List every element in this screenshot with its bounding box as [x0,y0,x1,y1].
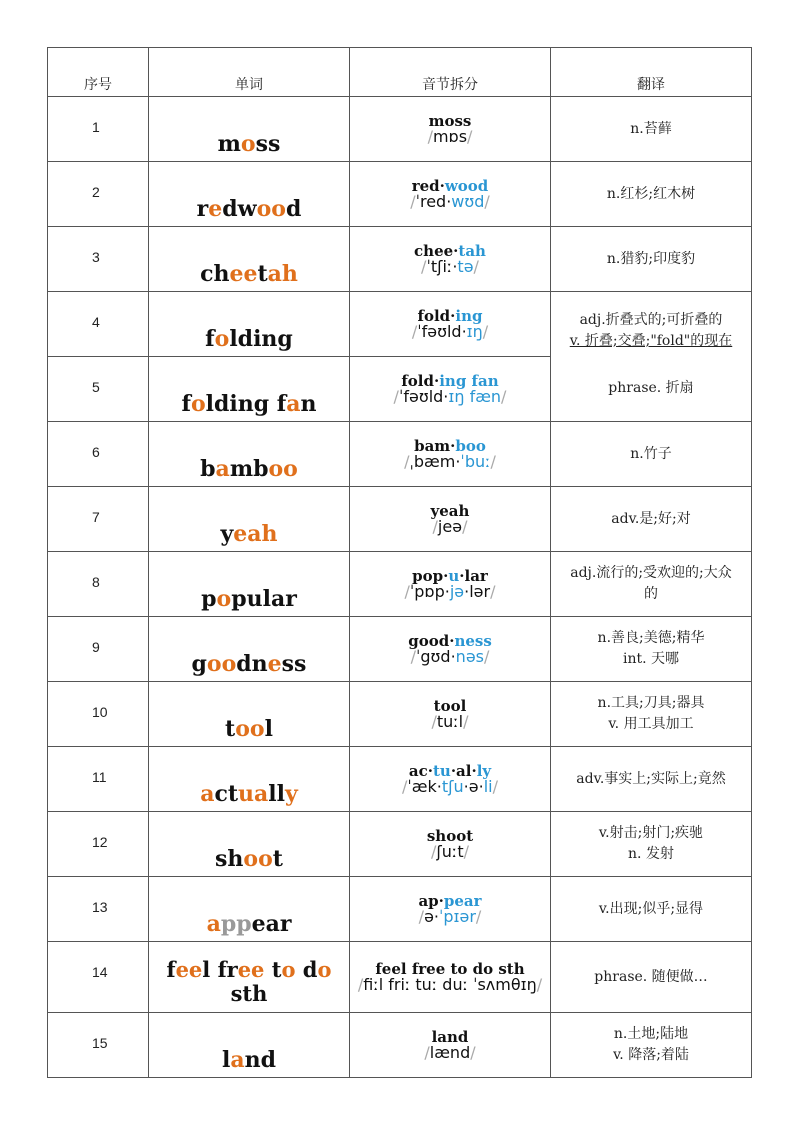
translation-line: n.土地;陆地 [613,1026,689,1042]
vocab-word [149,487,350,552]
phonetic-segment: ˈbuː [460,452,491,471]
syllable-split [350,422,551,487]
phonetic-slash: / [431,712,437,731]
table-row [48,487,752,552]
phonetic-segment: ˈtʃiː [426,257,453,276]
row-number: 14 [48,942,149,1013]
syllable-segment: · [427,762,433,780]
phonetic-segment: · [450,647,456,666]
translation [551,617,752,682]
translation [551,552,752,617]
translation-line: adj.流行的;受欢迎的;大众 [570,565,732,581]
row-number: 10 [48,682,149,747]
word-segment: p [201,586,217,612]
row-number: 15 [48,1013,149,1078]
word-segment: m [217,131,241,157]
word-segment: o [317,957,332,982]
word-segment: ss [255,131,281,157]
word-segment: o [214,326,230,352]
word-segment: ll [268,781,285,807]
syllable-segment: moss [428,112,472,130]
translation-line: n.猎豹;印度豹 [606,250,696,267]
syllable-segment: ing fan [439,372,499,390]
syllable-segment: red [411,177,440,195]
table-row [48,227,752,292]
word-segment: f [181,391,191,417]
phonetic-segment: ˈæk [407,777,437,796]
vocab-word [149,162,350,227]
word-segment: mb [229,456,269,482]
phonetic-slash: / [492,777,498,796]
table-row [48,97,752,162]
syllable-segment: · [450,307,456,325]
phonetic-segment: fiːl friː tuː duː ˈsʌmθɪŋ [363,975,537,994]
word-segment: pp [220,911,252,937]
translation [551,227,752,292]
syllable-segment: ing [455,307,483,325]
vocab-word [149,292,350,357]
translation-line: n.善良;美德;精华 [597,630,705,646]
phonetic [350,389,550,404]
phonetic-segment: · [464,582,470,601]
syllable-segment: · [439,177,445,195]
translation [551,97,752,162]
syllable-segment: lar [464,567,488,585]
table-row [48,942,752,1013]
word-segment: oo [256,196,286,222]
phonetic-segment: tə [457,257,474,276]
word-segment: l fr [202,957,238,982]
word-segment: y [285,781,298,807]
vocab-word [149,552,350,617]
syllable-segment: fold [417,307,451,325]
word-segment: t [225,716,236,742]
header-number: 序号 [48,48,149,97]
phonetic-slash: / [473,257,479,276]
phonetic-segment: ˌbæm [409,452,456,471]
word-segment: ee [229,261,258,287]
word-segment: n [300,391,317,417]
row-number: 1 [48,97,149,162]
phonetic-segment: ə [424,907,434,926]
row-number: 12 [48,812,149,877]
translation-line: v. 折叠;交叠;"fold"的现在 [569,333,733,349]
syllable-segment: al [456,762,472,780]
row-number: 9 [48,617,149,682]
phonetic-segment: tuːl [436,712,464,731]
word-segment: ee [237,957,265,982]
phonetic-segment: · [446,192,452,211]
syllable-segment: · [450,762,457,780]
syllable-segment: tah [458,242,486,260]
phonetic-slash: / [357,975,364,994]
phonetic-slash: / [470,1043,476,1062]
syllable-segment: · [471,762,477,780]
vocab-word [149,227,350,292]
row-number: 5 [48,357,149,422]
phonetic [350,194,550,209]
word-segment: o [190,391,206,417]
syllable-segment: yeah [430,502,470,520]
phonetic-slash: / [418,907,425,926]
syllable-segment: bam [414,437,451,455]
word-segment: y [220,521,234,547]
translation [551,487,752,552]
syllable-segment: · [438,892,444,910]
table-row [48,292,752,357]
table-row [48,812,752,877]
row-number: 2 [48,162,149,227]
phonetic-segment: jə [449,582,465,601]
word-segment: eah [233,521,278,547]
word-segment: ear [251,911,292,937]
syllable-segment: pear [443,892,482,910]
syllable-split [350,552,551,617]
word-segment: b [200,456,216,482]
word-segment: t [264,957,282,982]
row-number: 6 [48,422,149,487]
phonetic [350,909,550,924]
phonetic-slash: / [484,647,490,666]
word-segment: ch [200,261,230,287]
phonetic-slash: / [501,387,507,406]
phonetic [350,519,550,534]
syllable-segment: u [448,567,460,585]
phonetic-segment: · [455,452,461,471]
translation [551,1013,752,1078]
syllable-segment: ac [408,762,428,780]
phonetic-slash: / [432,517,438,536]
phonetic-slash: / [431,842,437,861]
syllable-split [350,617,551,682]
vocab-word [149,682,350,747]
syllable-segment: ly [476,762,492,780]
phonetic-segment: ɪŋ [466,322,483,341]
syllable-segment: feel free to do sth [375,960,525,978]
translation-line: v.射击;射门;疾驰 [598,825,704,841]
table-row [48,162,752,227]
translation-line: n.工具;刀具;器具 [597,695,705,711]
word-segment: oo [268,456,298,482]
word-segment: oo [235,716,265,742]
translation-line: n. 发射 [628,846,674,862]
phonetic-slash: / [393,387,399,406]
row-number: 8 [48,552,149,617]
translation [551,877,752,942]
word-segment: f [205,326,215,352]
syllable-segment: tool [433,697,467,715]
vocab-word [149,942,350,1013]
header-syllables: 音节拆分 [350,48,551,97]
translation-line: 的 [644,586,658,602]
word-segment: pular [231,586,297,612]
phonetic-slash: / [404,452,410,471]
syllable-segment: · [459,567,465,585]
table-row [48,617,752,682]
phonetic-slash: / [402,777,408,796]
translation [551,357,752,422]
syllable-segment: pop [412,567,444,585]
syllable-segment: · [453,242,459,260]
row-number: 11 [48,747,149,812]
word-segment: oo [206,651,237,677]
phonetic-segment: ˈpɪər [439,907,476,926]
syllable-split [350,747,551,812]
vocab-word [149,357,350,422]
phonetic-segment: · [433,907,439,926]
phonetic-slash: / [463,842,469,861]
word-segment: sth [230,981,268,1006]
translation [551,747,752,812]
vocab-word [149,1013,350,1078]
word-segment: a [230,1047,245,1073]
translation-line: v. 用工具加工 [608,716,694,732]
word-segment: ah [267,261,298,287]
phonetic [350,259,550,274]
translation-line: adj.折叠式的;可折叠的 [579,312,723,328]
word-segment: e [267,651,282,677]
phonetic-slash: / [482,322,489,341]
translation-line: adv.事实上;实际上;竟然 [576,770,726,787]
syllable-segment: land [431,1028,469,1046]
phonetic-segment: tʃu [441,777,464,796]
word-segment: lding [229,326,293,352]
phonetic [350,454,550,469]
word-segment: a [215,456,230,482]
translation [551,942,752,1013]
table-row [48,357,752,422]
word-segment: nd [244,1047,276,1073]
word-segment: f [166,957,176,982]
phonetic-segment: wʊd [451,192,485,211]
syllable-segment: chee [414,242,454,260]
header-row [48,48,752,97]
header-word: 单词 [149,48,350,97]
word-segment: dn [236,651,268,677]
phonetic-segment: mɒs [432,127,468,146]
syllable-split [350,162,551,227]
syllable-split [350,357,551,422]
translation-line: n.苔藓 [630,120,672,137]
phonetic [350,1045,550,1060]
phonetic-segment: · [443,387,449,406]
translation-line: n.红杉;红木树 [606,185,696,202]
vocab-word [149,617,350,682]
word-segment: ss [281,651,307,677]
table-row [48,747,752,812]
word-segment: dw [222,196,257,222]
translation [551,292,752,357]
syllable-split [350,812,551,877]
syllable-segment: tu [432,762,451,780]
vocabulary-table [47,47,752,1078]
phonetic-segment: jeə [437,517,463,536]
phonetic-segment: ˈfəʊld [398,387,444,406]
syllable-split [350,942,551,1013]
word-segment: o [281,957,296,982]
syllable-split [350,682,551,747]
syllable-segment: shoot [426,827,474,845]
translation-line: adv.是;好;对 [611,510,691,527]
phonetic [350,584,550,599]
syllable-split [350,97,551,162]
syllable-segment: wood [444,177,489,195]
phonetic-slash: / [475,907,482,926]
vocab-word [149,97,350,162]
phonetic [350,649,550,664]
table-row [48,877,752,942]
phonetic-segment: · [444,582,450,601]
syllable-segment: boo [455,437,486,455]
translation-line: n.竹子 [630,445,672,462]
vocab-word [149,747,350,812]
phonetic-segment: · [478,777,484,796]
syllable-segment: fold [401,372,434,390]
syllable-split [350,877,551,942]
phonetic-segment: · [463,777,469,796]
phonetic-segment: lænd [429,1043,471,1062]
phonetic-segment: lər [469,582,491,601]
phonetic-slash: / [411,322,418,341]
syllable-segment: ap [418,892,439,910]
translation-line: phrase. 折扇 [608,380,694,397]
word-segment: lding f [205,391,287,417]
word-segment: t [257,261,268,287]
phonetic-segment: ɪŋ fæn [448,387,502,406]
syllable-segment: ness [454,632,492,650]
phonetic-segment: · [452,257,458,276]
word-segment: a [206,911,221,937]
table-row [48,552,752,617]
vocab-word [149,877,350,942]
word-segment: o [240,131,256,157]
word-segment: a [200,781,215,807]
phonetic-slash: / [462,517,468,536]
word-segment: r [196,196,209,222]
word-segment: oo [243,846,273,872]
word-segment: d [285,196,302,222]
translation-line: v.出现;似乎;显得 [598,900,704,917]
syllable-segment: good [408,632,450,650]
phonetic-slash: / [463,712,469,731]
phonetic-segment: ʃuːt [436,842,464,861]
phonetic-segment: ˈpɒp [409,582,445,601]
syllable-segment: · [443,567,449,585]
word-segment: g [191,651,207,677]
phonetic [350,714,550,729]
translation-line: phrase. 随便做… [594,968,708,985]
syllable-split [350,292,551,357]
phonetic-slash: / [410,192,416,211]
syllable-segment: · [434,372,440,390]
translation [551,162,752,227]
syllable-split [350,227,551,292]
phonetic [350,779,550,794]
phonetic-slash: / [427,127,433,146]
row-number: 4 [48,292,149,357]
translation-line: int. 天哪 [622,651,680,667]
word-segment: e [208,196,223,222]
word-segment: l [221,1047,231,1073]
syllable-segment: · [449,632,455,650]
phonetic-segment: ˈgʊd [415,647,451,666]
phonetic-slash: / [467,127,473,146]
word-segment: ua [238,781,269,807]
phonetic-slash: / [490,452,496,471]
phonetic-segment: ˈred [415,192,447,211]
word-segment: d [295,957,318,982]
phonetic-segment: ˈfəʊld [417,322,462,341]
phonetic-segment: ə [468,777,479,796]
phonetic-slash: / [484,192,490,211]
row-number: 7 [48,487,149,552]
table-row [48,1013,752,1078]
phonetic-segment: li [483,777,493,796]
translation [551,422,752,487]
phonetic-slash: / [536,975,543,994]
phonetic [350,129,550,144]
word-segment: sh [215,846,244,872]
row-number: 13 [48,877,149,942]
syllable-split [350,487,551,552]
word-segment: a [286,391,301,417]
phonetic-slash: / [404,582,410,601]
phonetic-segment: · [461,322,467,341]
word-segment: ct [214,781,239,807]
phonetic-slash: / [421,257,427,276]
vocab-word [149,812,350,877]
header-translation: 翻译 [551,48,752,97]
table-row [48,682,752,747]
phonetic-slash: / [490,582,496,601]
phonetic-segment: · [436,777,442,796]
table-row [48,422,752,487]
translation-line: v. 降落;着陆 [613,1047,689,1063]
phonetic [350,844,550,859]
word-segment: ee [175,957,203,982]
phonetic [350,977,550,992]
phonetic-slash: / [424,1043,430,1062]
vocab-word [149,422,350,487]
syllable-segment: · [450,437,456,455]
phonetic [350,324,550,339]
phonetic-segment: nəs [455,647,484,666]
translation [551,812,752,877]
translation [551,682,752,747]
word-segment: t [272,846,283,872]
syllable-split [350,1013,551,1078]
row-number: 3 [48,227,149,292]
phonetic-slash: / [410,647,416,666]
word-segment: o [216,586,232,612]
word-segment: l [264,716,273,742]
